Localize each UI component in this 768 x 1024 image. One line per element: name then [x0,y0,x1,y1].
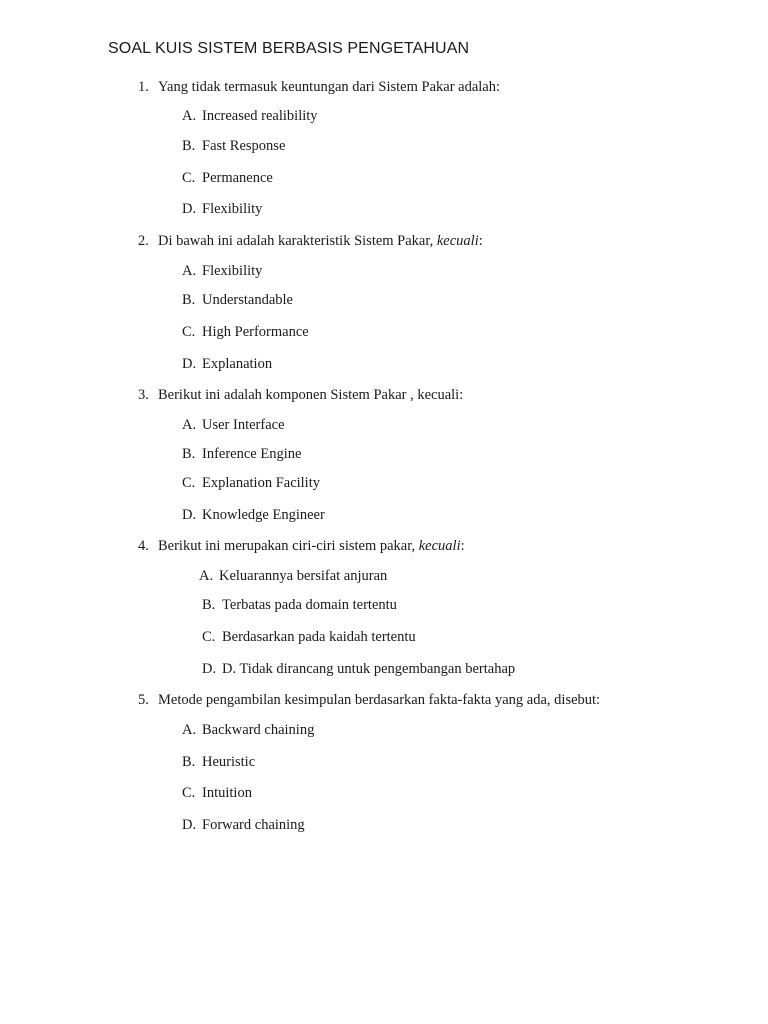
option-text: Forward chaining [202,817,305,833]
option-letter: A. [182,108,197,124]
option-text: User Interface [202,417,285,433]
question-text: Berikut ini adalah komponen Sistem Pakar , kecuali: [158,387,464,403]
option-letter: A. [182,722,197,738]
option-letter: A. [182,417,197,433]
option-letter: C. [182,475,196,491]
option-letter: C. [202,629,216,645]
option-letter: C. [182,785,196,801]
option-letter: B. [182,446,196,462]
option-1a [182,107,318,125]
option-4b [202,596,397,614]
question-number: 5. [138,692,149,708]
question-text: Metode pengambilan kesimpulan berdasarkan fakta-fakta yang ada, disebut: [158,692,601,708]
question-text: Di bawah ini adalah karakteristik Sistem Pakar, [158,233,437,249]
option-letter: C. [182,324,196,340]
option-4a [199,567,387,585]
question-text-italic: kecuali [418,538,461,554]
question-2 [138,232,483,250]
question-5 [138,691,600,709]
option-text: Flexibility [202,201,263,217]
option-2d [182,355,272,373]
option-1d [182,200,262,218]
option-text: Knowledge Engineer [202,507,325,523]
option-2b [182,291,293,309]
option-3b [182,445,301,463]
option-text: Explanation [202,356,273,372]
question-text-after: : [478,233,483,249]
question-text: Yang tidak termasuk keuntungan dari Sistem Pakar adalah: [158,79,501,95]
option-text: Heuristic [202,754,256,770]
option-5d [182,816,305,834]
option-1c [182,169,273,187]
question-text-after: : [460,538,465,554]
option-text: Flexibility [202,263,263,279]
option-5a [182,721,314,739]
option-text: Explanation Facility [202,475,320,491]
option-text: Fast Response [202,138,286,154]
option-text: Inference Engine [202,446,302,462]
option-text: Backward chaining [202,722,315,738]
option-5c [182,784,252,802]
option-text: Permanence [202,170,273,186]
option-4c [202,628,416,646]
option-4d [202,660,515,678]
option-letter: B. [182,292,196,308]
question-1 [138,78,500,96]
option-letter: B. [182,754,196,770]
option-5b [182,753,255,771]
option-text: Intuition [202,785,252,801]
option-letter: C. [182,170,196,186]
option-1b [182,137,285,155]
question-text: Berikut ini merupakan ciri-ciri sistem pakar, [158,538,419,554]
option-letter: A. [199,568,214,584]
option-letter: D. [202,661,217,677]
option-2a [182,262,262,280]
option-letter: A. [182,263,197,279]
option-letter: D. [182,201,197,217]
option-2c [182,323,309,341]
option-letter: B. [202,597,216,613]
option-text: Increased realibility [202,108,318,124]
option-text: High Performance [202,324,309,340]
option-text: D. Tidak dirancang untuk pengembangan bertahap [222,661,516,677]
document-title: SOAL KUIS SISTEM BERBASIS PENGETAHUAN [108,40,470,57]
option-3d [182,506,325,524]
question-3 [138,386,463,404]
option-3a [182,416,285,434]
option-text: Terbatas pada domain tertentu [222,597,397,613]
question-4 [138,537,465,555]
question-number: 2. [138,233,149,249]
question-number: 1. [138,79,149,95]
question-number: 3. [138,387,149,403]
question-text-italic: kecuali [436,233,479,249]
option-3c [182,474,320,492]
option-letter: D. [182,817,197,833]
option-letter: D. [182,507,197,523]
option-letter: B. [182,138,196,154]
option-text: Berdasarkan pada kaidah tertentu [222,629,416,645]
option-text: Keluarannya bersifat anjuran [219,568,388,584]
option-letter: D. [182,356,197,372]
option-text: Understandable [202,292,293,308]
question-number: 4. [138,538,149,554]
